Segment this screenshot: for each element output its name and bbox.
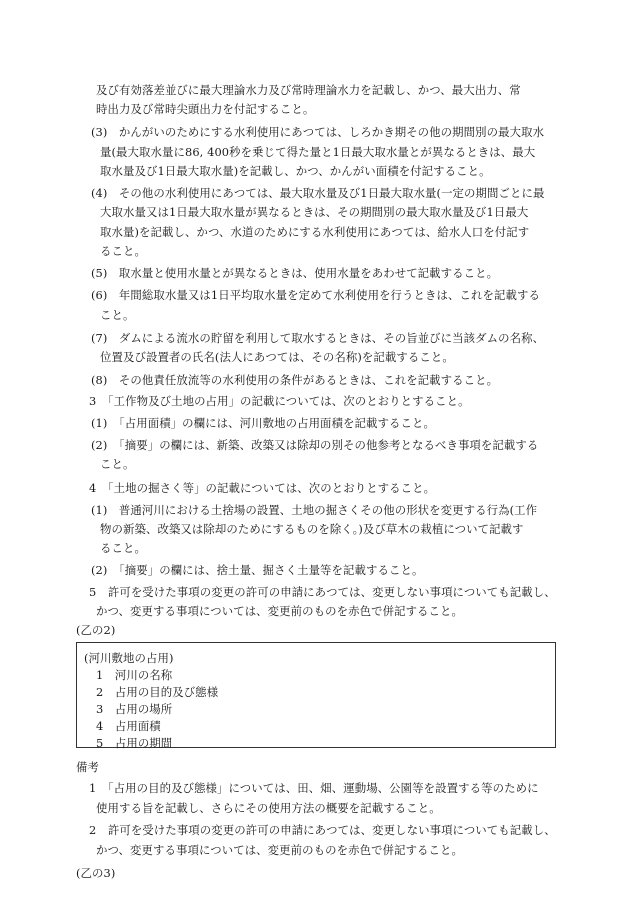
section-label: (乙の3)	[76, 866, 116, 880]
box-item: 3 占用の場所	[96, 702, 173, 716]
text-line: 取水量及び1日最大取水量)を記載し、かつ、かんがい面積を付記すること。	[100, 164, 491, 178]
remarks-line: 1 「占用の目的及び態様」については、田、畑、運動場、公園等を設置する等のために	[89, 781, 539, 795]
text-line: 大取水量又は1日最大取水量が異なるときは、その期間別の最大取水量及び1日最大	[100, 205, 529, 219]
text-line: ること。	[100, 244, 146, 258]
text-line: 物の新築、改築又は除却のためにするものを除く。)及び草木の栽植について記載す	[100, 522, 524, 536]
text-line: (6) 年間総取水量又は1日平均取水量を定めて水利使用を行うときは、これを記載する	[91, 288, 540, 302]
text-line: (5) 取水量と使用水量とが異なるときは、使用水量をあわせて記載すること。	[91, 266, 499, 280]
box-heading: (河川敷地の占用)	[84, 651, 174, 665]
text-line: 量(最大取水量に86, 400秒を乗じて得た量と1日最大取水量とが異なるときは、最大	[100, 145, 536, 159]
section-label: (乙の2)	[76, 623, 116, 637]
text-line: (2) 「摘要」の欄には、新築、改築又は除却の別その他参考となるべき事項を記載する	[91, 438, 539, 452]
box-item: 1 河川の名称	[96, 668, 173, 682]
section-heading: 3 「工作物及び土地の占用」の記載については、次のとおりとすること。	[89, 394, 470, 408]
text-line: (2) 「摘要」の欄には、捨土量、掘さく土量等を記載すること。	[91, 563, 424, 577]
remarks-line: 使用する旨を記載し、さらにその使用方法の概要を記載すること。	[96, 801, 441, 815]
remarks-label: 備考	[76, 760, 99, 774]
text-line: 位置及び設置者の氏名(法人にあつては、その名称)を記載すること。	[100, 350, 454, 364]
text-line: (1) 「占用面積」の欄には、河川敷地の占用面積を記載すること。	[91, 416, 435, 430]
text-line: (4) その他の水利使用にあつては、最大取水量及び1日最大取水量(一定の期間ごとに最	[91, 186, 545, 200]
text-line: 時出力及び常時尖頭出力を付記すること。	[96, 102, 315, 116]
text-line: ること。	[100, 541, 146, 555]
text-line: こと。	[100, 457, 135, 471]
text-line: こと。	[100, 308, 135, 322]
text-line: (8) その他責任放流等の水利使用の条件があるときは、これを記載すること。	[91, 373, 499, 387]
remarks-line: かつ、変更する事項については、変更前のものを赤色で併記すること。	[96, 843, 464, 857]
text-line: かつ、変更する事項については、変更前のものを赤色で併記すること。	[96, 604, 464, 618]
box-item: 5 占用の期間	[96, 736, 173, 750]
box-item: 2 占用の目的及び態様	[96, 685, 219, 699]
section-heading: 4 「土地の掘さく等」の記載については、次のとおりとすること。	[89, 481, 436, 495]
box-item: 4 占用面積	[96, 719, 161, 733]
text-line: (1) 普通河川における土捨場の設置、土地の掘さくその他の形状を変更する行為(工作	[91, 503, 538, 517]
text-line: (7) ダムによる流水の貯留を利用して取水するときは、その旨並びに当該ダムの名称、	[91, 331, 545, 345]
text-line: (3) かんがいのためにする水利使用にあつては、しろかき期その他の期間別の最大取水	[91, 125, 545, 139]
text-line: 及び有効落差並びに最大理論水力及び常時理論水力を記載し、かつ、最大出力、常	[96, 83, 521, 97]
remarks-line: 2 許可を受けた事項の変更の許可の申請にあつては、変更しない事項についても記載し、	[89, 823, 556, 837]
text-line: 5 許可を受けた事項の変更の許可の申請にあつては、変更しない事項についても記載し、	[89, 585, 556, 599]
text-line: 取水量)を記載し、かつ、水道のためにする水利使用にあつては、給水人口を付記す	[100, 225, 530, 239]
